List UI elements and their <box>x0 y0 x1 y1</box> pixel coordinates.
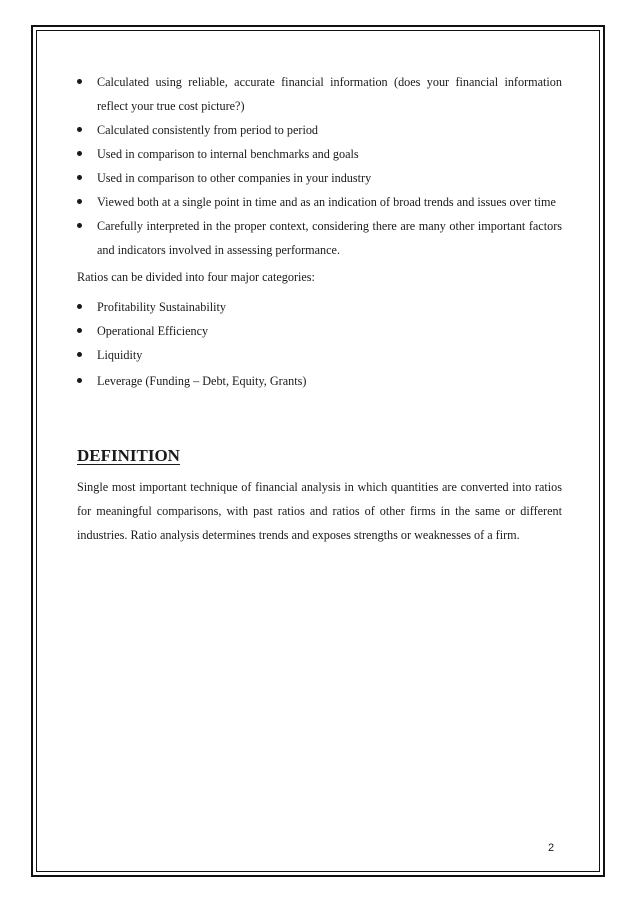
bullet-icon <box>77 127 82 132</box>
list-item-text: Leverage (Funding – Debt, Equity, Grants) <box>97 374 307 388</box>
list-item <box>77 118 562 142</box>
list-item-text: Calculated consistently from period to period <box>97 123 319 137</box>
definition-heading: DEFINITION <box>77 446 180 465</box>
list-item <box>77 166 562 190</box>
ratio-guidelines-list <box>77 70 562 262</box>
bullet-icon <box>77 223 82 228</box>
categories-intro: Ratios can be divided into four major categories: <box>77 270 315 284</box>
list-item <box>77 343 562 367</box>
bullet-icon <box>77 328 82 333</box>
list-item-text: Used in comparison to other companies in your industry <box>97 171 372 185</box>
page-number: 2 <box>548 842 555 854</box>
page-content <box>77 70 562 547</box>
list-item <box>77 190 562 214</box>
definition-text: Single most important technique of financial analysis in which quantities are converted into ratios for meaningful comparisons, with past ratios and ratios of other firms in the same or different industries. Ratio analysis determines trends and exposes strengths or weaknesses of a firm. <box>77 480 562 542</box>
list-item-text: Carefully interpreted in the proper context, considering there are many other important factors and indicators involved in assessing performance. <box>97 219 562 257</box>
bullet-icon <box>77 199 82 204</box>
bullet-icon <box>77 352 82 357</box>
list-item-text: Operational Efficiency <box>97 324 209 338</box>
ratio-categories-list <box>77 295 562 393</box>
list-item <box>77 295 562 319</box>
bullet-icon <box>77 175 82 180</box>
list-item-text: Profitability Sustainability <box>97 300 226 314</box>
list-item-text: Liquidity <box>97 348 143 362</box>
list-item <box>77 319 562 343</box>
list-item <box>77 214 562 262</box>
list-item-text: Used in comparison to internal benchmarks and goals <box>97 147 359 161</box>
list-item-text: Viewed both at a single point in time and as an indication of broad trends and issues over time <box>97 195 556 209</box>
list-item <box>77 70 562 118</box>
bullet-icon <box>77 304 82 309</box>
list-item <box>77 142 562 166</box>
list-item <box>77 369 562 393</box>
bullet-icon <box>77 79 82 84</box>
bullet-icon <box>77 378 82 383</box>
list-item-text: Calculated using reliable, accurate financial information (does your financial information reflect your true cost picture?) <box>97 75 562 113</box>
bullet-icon <box>77 151 82 156</box>
